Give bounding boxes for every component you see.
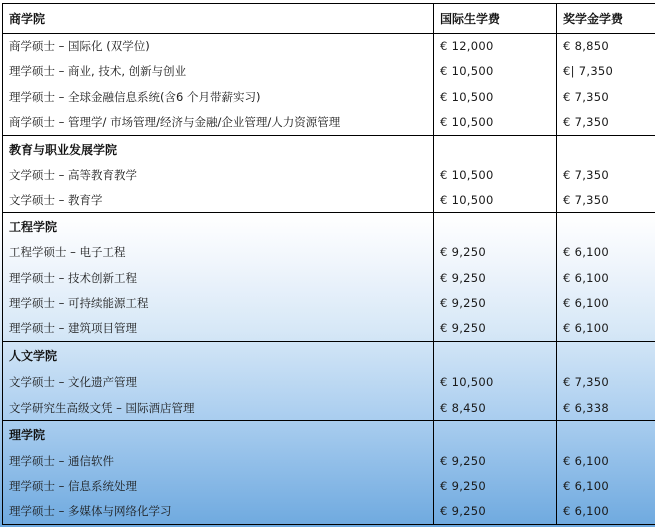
- section-title-humanities: 人文学院: [3, 341, 434, 368]
- international-fee: € 10,500: [434, 59, 557, 84]
- scholarship-fee: €| 7,350: [557, 59, 655, 84]
- international-fee: € 9,250: [434, 498, 557, 524]
- table-row: [3, 498, 655, 524]
- program-name: 理学硕士 – 通信软件: [3, 448, 434, 473]
- table-row: [3, 473, 655, 498]
- scholarship-fee: € 6,100: [557, 315, 655, 341]
- program-name: 商学硕士 – 国际化 (双学位): [3, 34, 434, 59]
- program-name: 商学硕士 – 管理学/ 市场管理/经济与金融/企业管理/人力资源管理: [3, 109, 434, 135]
- section-title-education: 教育与职业发展学院: [3, 135, 434, 162]
- table-row: [3, 369, 655, 395]
- international-fee: € 10,500: [434, 84, 557, 109]
- table-row: [3, 265, 655, 290]
- scholarship-fee: € 6,100: [557, 290, 655, 315]
- table-row: [3, 34, 655, 59]
- international-fee: € 12,000: [434, 34, 557, 59]
- scholarship-fee: € 6,338: [557, 395, 655, 421]
- section-header-row: [3, 213, 655, 240]
- program-name: 文学硕士 – 文化遗产管理: [3, 369, 434, 395]
- scholarship-fee: € 8,850: [557, 34, 655, 59]
- table-row: [3, 240, 655, 265]
- table-row: [3, 84, 655, 109]
- scholarship-fee: € 6,100: [557, 240, 655, 265]
- table-row: [3, 162, 655, 187]
- scholarship-fee: € 7,350: [557, 369, 655, 395]
- section-header-row: [3, 341, 655, 368]
- table-row: [3, 315, 655, 341]
- header-business-school: 商学院: [3, 4, 434, 34]
- international-fee: € 9,250: [434, 265, 557, 290]
- scholarship-fee: € 6,100: [557, 498, 655, 524]
- international-fee: € 10,500: [434, 109, 557, 135]
- scholarship-fee: € 7,350: [557, 162, 655, 187]
- program-name: 理学硕士 – 技术创新工程: [3, 265, 434, 290]
- scholarship-fee: € 7,350: [557, 84, 655, 109]
- scholarship-fee: € 7,350: [557, 188, 655, 213]
- program-name: 理学硕士 – 商业, 技术, 创新与创业: [3, 59, 434, 84]
- program-name: 理学硕士 – 可持续能源工程: [3, 290, 434, 315]
- table-row: [3, 188, 655, 213]
- international-fee: € 10,500: [434, 188, 557, 213]
- tuition-table: [2, 3, 655, 525]
- section-header-row: [3, 135, 655, 162]
- table-row: [3, 395, 655, 421]
- program-name: 文学硕士 – 教育学: [3, 188, 434, 213]
- program-name: 工程学硕士 – 电子工程: [3, 240, 434, 265]
- table-header-row: [3, 4, 655, 34]
- international-fee: € 9,250: [434, 290, 557, 315]
- international-fee: € 9,250: [434, 240, 557, 265]
- international-fee: € 9,250: [434, 473, 557, 498]
- scholarship-fee: € 7,350: [557, 109, 655, 135]
- international-fee: € 9,250: [434, 448, 557, 473]
- table-row: [3, 109, 655, 135]
- international-fee: € 8,450: [434, 395, 557, 421]
- header-scholarship-fee: 奖学金学费: [557, 4, 655, 34]
- scholarship-fee: € 6,100: [557, 473, 655, 498]
- international-fee: € 10,500: [434, 369, 557, 395]
- section-title-engineering: 工程学院: [3, 213, 434, 240]
- program-name: 理学硕士 – 多媒体与网络化学习: [3, 498, 434, 524]
- section-title-science: 理学院: [3, 421, 434, 448]
- program-name: 理学硕士 – 建筑项目管理: [3, 315, 434, 341]
- table-row: [3, 448, 655, 473]
- scholarship-fee: € 6,100: [557, 265, 655, 290]
- program-name: 文学硕士 – 高等教育教学: [3, 162, 434, 187]
- table-row: [3, 290, 655, 315]
- program-name: 理学硕士 – 全球金融信息系统(含6 个月带薪实习): [3, 84, 434, 109]
- program-name: 文学研究生高级文凭 – 国际酒店管理: [3, 395, 434, 421]
- header-international-fee: 国际生学费: [434, 4, 557, 34]
- table-row: [3, 59, 655, 84]
- international-fee: € 9,250: [434, 315, 557, 341]
- scholarship-fee: € 6,100: [557, 448, 655, 473]
- section-header-row: [3, 421, 655, 448]
- international-fee: € 10,500: [434, 162, 557, 187]
- program-name: 理学硕士 – 信息系统处理: [3, 473, 434, 498]
